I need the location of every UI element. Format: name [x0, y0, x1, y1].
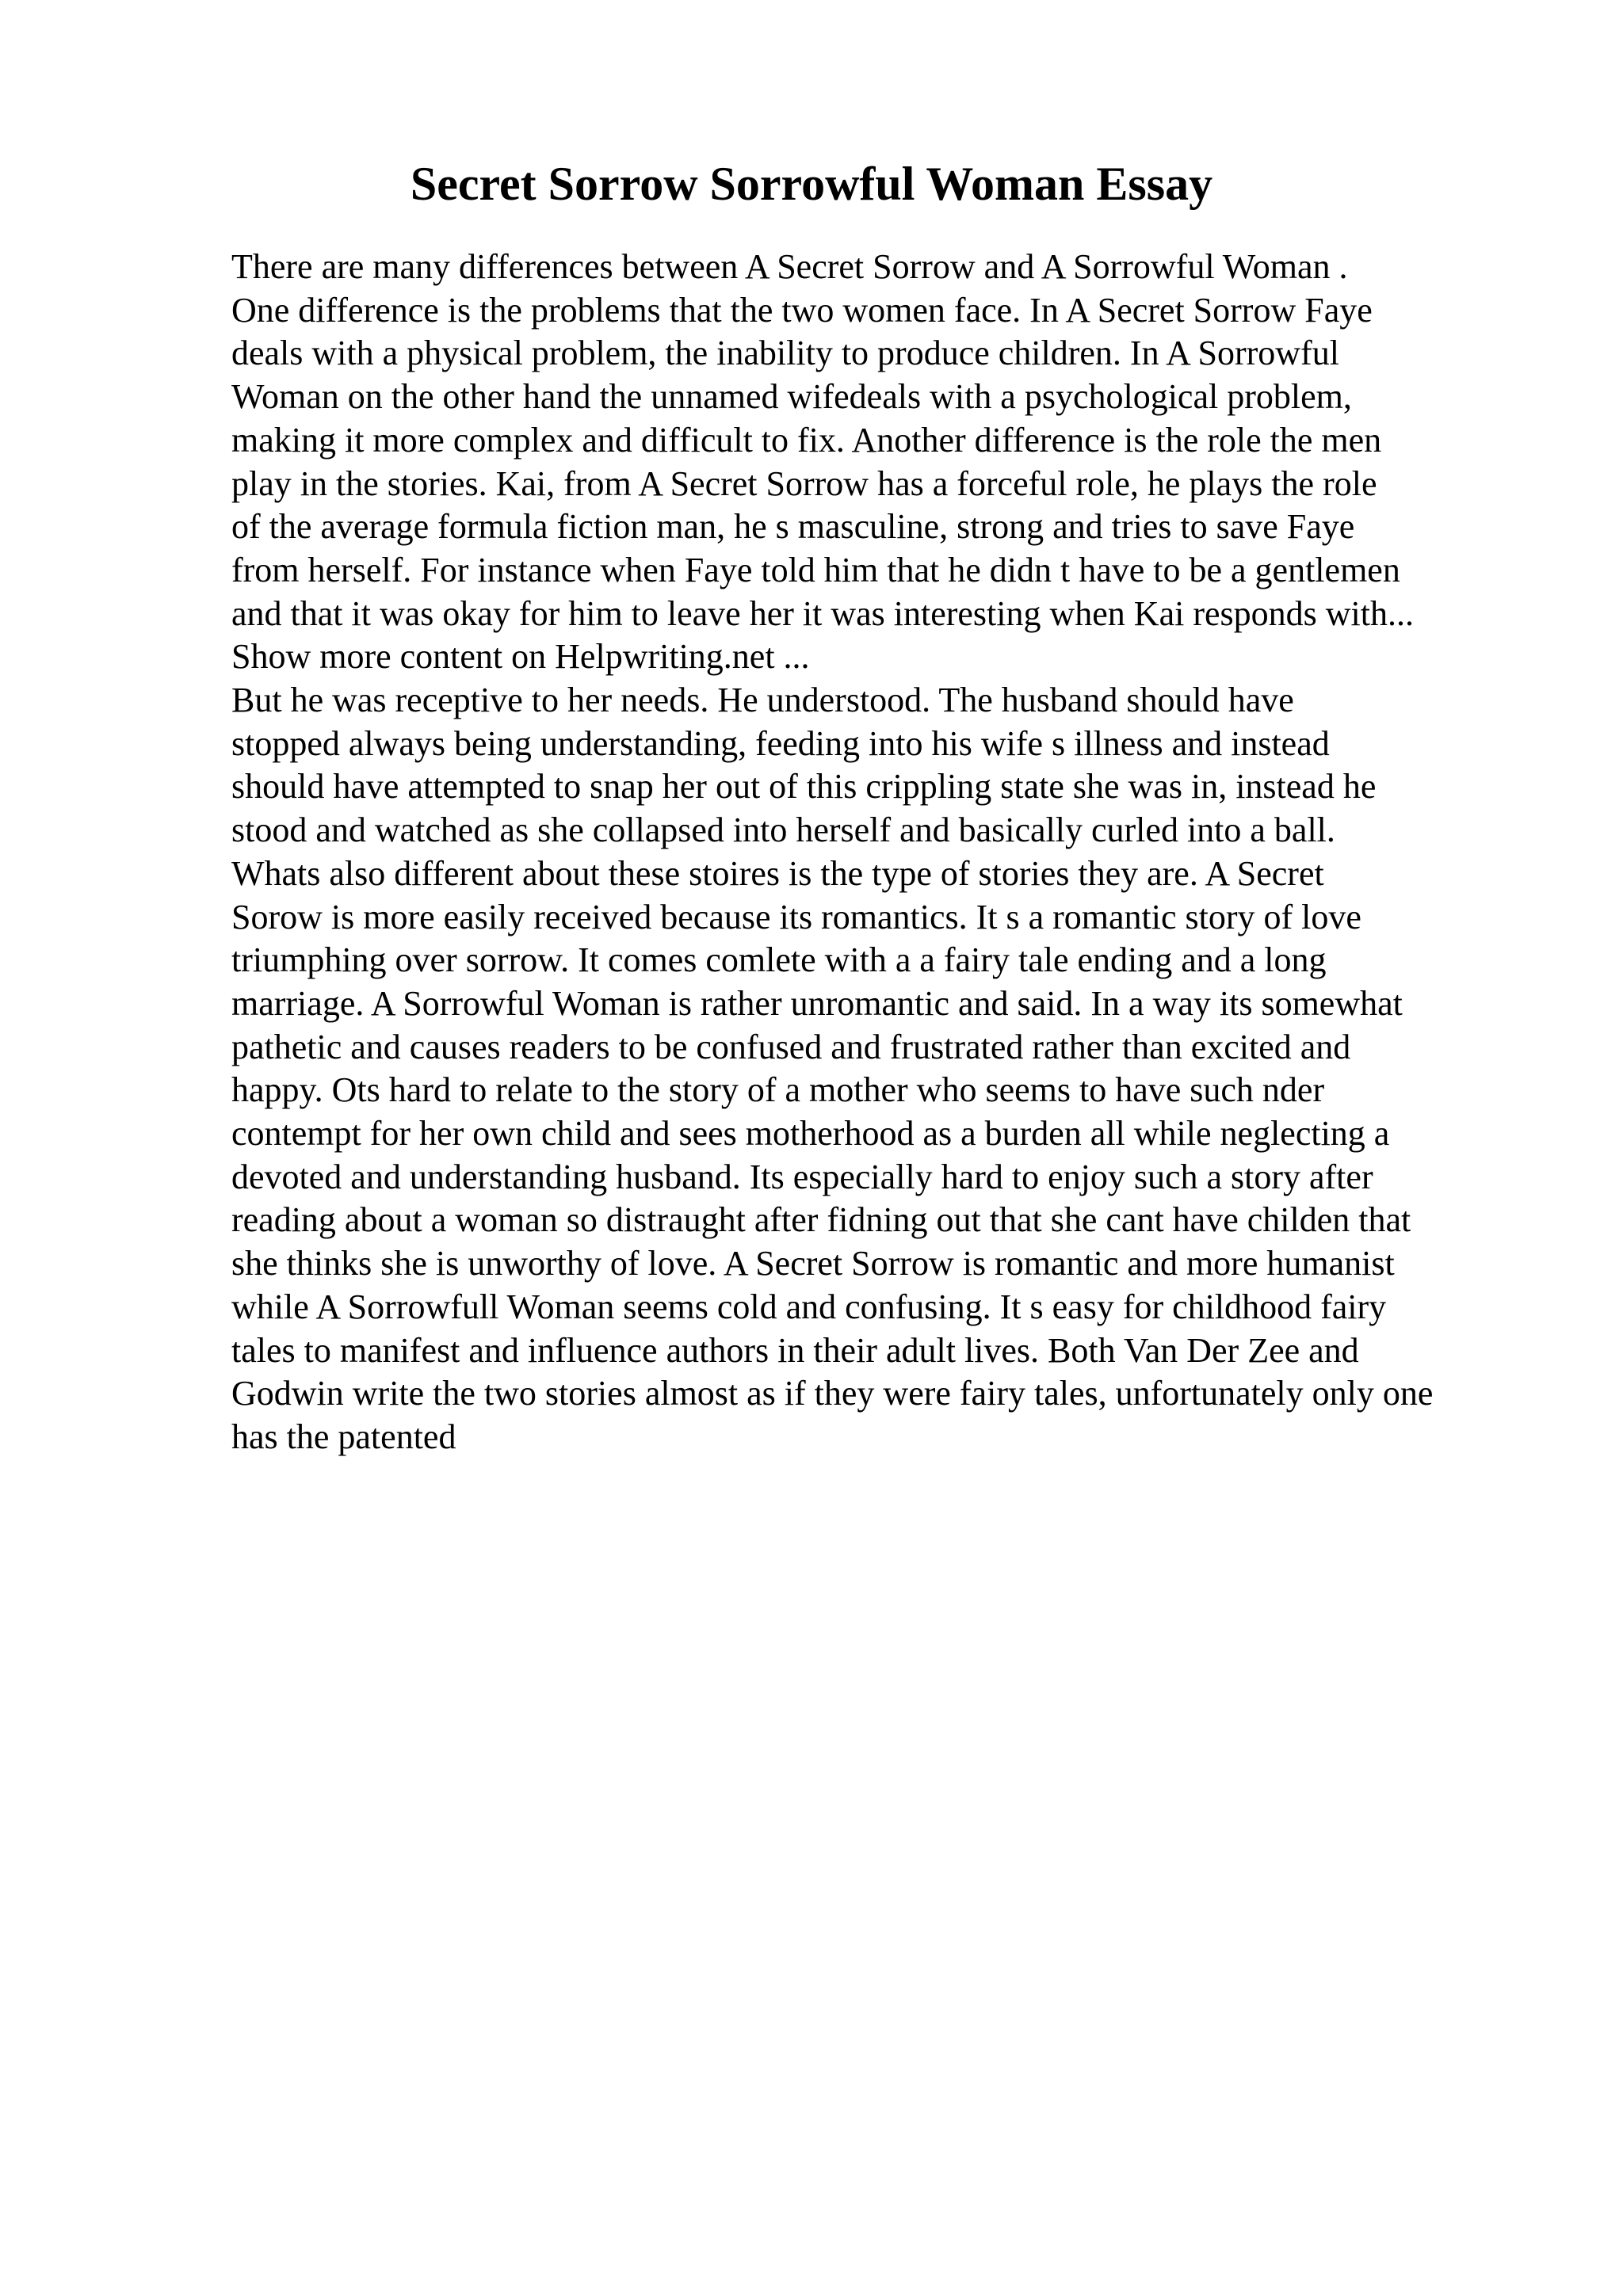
text-line: contempt for her own child and sees motherhood as a burden all while neglecting a	[231, 1114, 1390, 1154]
text-line: There are many differences between A Secret Sorrow and A Sorrowful Woman .	[231, 247, 1348, 286]
text-line: Sorow is more easily received because its romantics. It s a romantic story of love	[231, 897, 1361, 936]
text-line: Godwin write the two stories almost as if they were fairy tales, unfortunately only one	[231, 1374, 1434, 1413]
text-line: stopped always being understanding, feeding into his wife s illness and instead	[231, 723, 1330, 763]
text-line: from herself. For instance when Faye told him that he didn t have to be a gentlemen	[231, 550, 1400, 589]
text-line: tales to manifest and influence authors in their adult lives. Both Van Der Zee and	[231, 1330, 1359, 1370]
text-line: while A Sorrowfull Woman seems cold and confusing. It s easy for childhood fairy	[231, 1287, 1387, 1326]
text-line: One difference is the problems that the two women face. In A Secret Sorrow Faye	[231, 290, 1373, 330]
text-line: Whats also different about these stoires is the type of stories they are. A Secret	[231, 853, 1324, 893]
text-line: has the patented	[231, 1417, 456, 1456]
text-line: making it more complex and difficult to fix. Another difference is the role the men	[231, 420, 1382, 460]
text-line: But he was receptive to her needs. He understood. The husband should have	[231, 681, 1294, 720]
page-title: Secret Sorrow Sorrowful Woman Essay	[410, 158, 1213, 210]
text-line: triumphing over sorrow. It comes comlete with a a fairy tale ending and a long	[231, 940, 1327, 980]
text-line: she thinks she is unworthy of love. A Secret Sorrow is romantic and more humanist	[231, 1244, 1395, 1283]
text-line: happy. Ots hard to relate to the story of a mother who seems to have such nder	[231, 1070, 1325, 1110]
text-line: Woman on the other hand the unnamed wifedeals with a psychological problem,	[231, 377, 1352, 417]
text-line: reading about a woman so distraught after fidning out that she cant have childen that	[231, 1200, 1411, 1240]
text-line: marriage. A Sorrowful Woman is rather unromantic and said. In a way its somewhat	[231, 983, 1403, 1023]
text-line: pathetic and causes readers to be confused and frustrated rather than excited and	[231, 1027, 1351, 1066]
text-line: and that it was okay for him to leave her it was interesting when Kai responds with...	[231, 593, 1414, 633]
show-more-link[interactable]: Show more content on Helpwriting.net ...	[231, 637, 810, 677]
text-line: devoted and understanding husband. Its especially hard to enjoy such a story after	[231, 1157, 1373, 1196]
text-line: stood and watched as she collapsed into herself and basically curled into a ball.	[231, 810, 1335, 850]
text-line: play in the stories. Kai, from A Secret Sorrow has a forceful role, he plays the role	[231, 463, 1377, 503]
essay-body	[231, 246, 1618, 1459]
text-line: should have attempted to snap her out of this crippling state she was in, instead he	[231, 767, 1377, 807]
text-line: deals with a physical problem, the inability to produce children. In A Sorrowful	[231, 334, 1339, 373]
text-line: of the average formula fiction man, he s masculine, strong and tries to save Faye	[231, 507, 1355, 547]
